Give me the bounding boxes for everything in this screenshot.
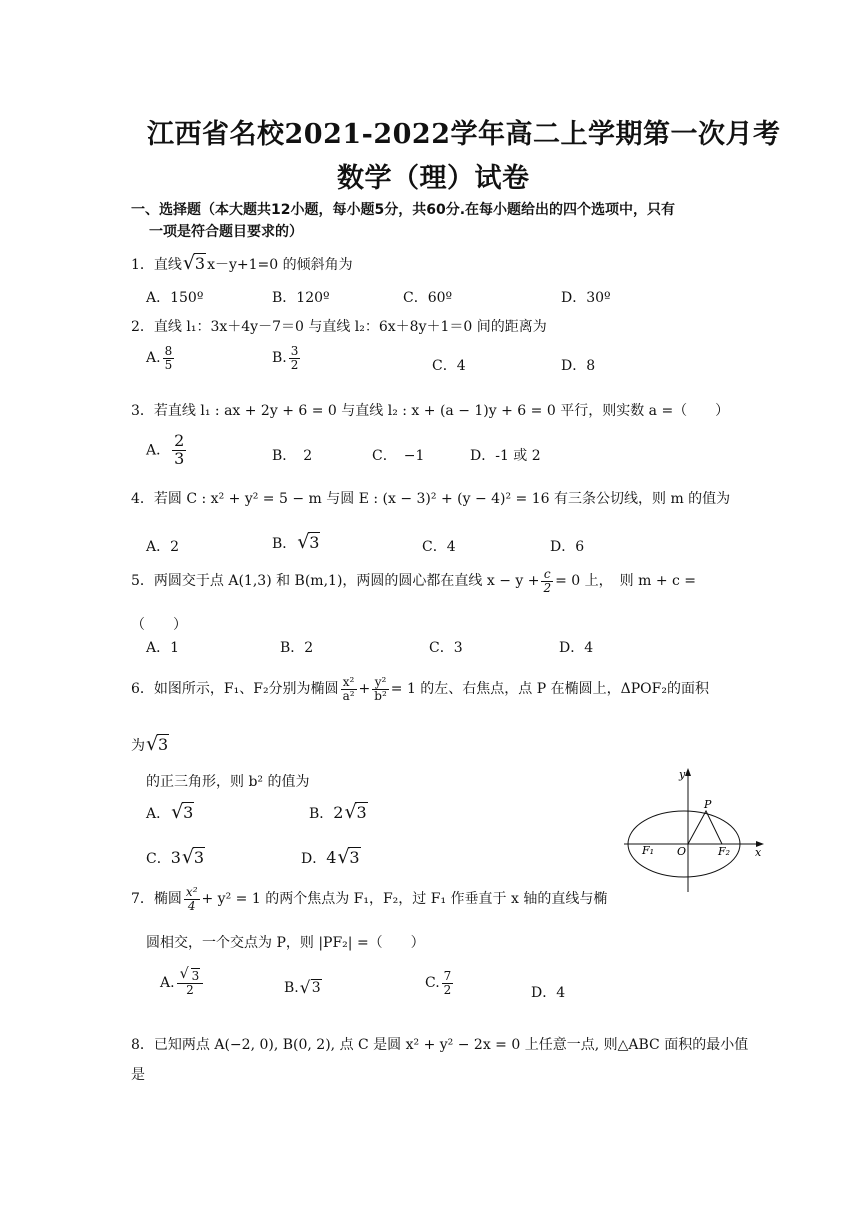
q6-line3: 的正三角形，则 b² 的值为 [146, 774, 310, 790]
ellipse-figure [624, 766, 770, 898]
q1-option-d: D．30º [561, 290, 611, 306]
question-5: 5．两圆交于点 A(1,3) 和 B(m,1)，两圆的圆心都在直线 x − y + $\frac{c}{2}$ = 0 上， 则 m + c = [131, 567, 697, 595]
q5-option-b: B．2 [280, 640, 314, 656]
q1-text: x－y+1=0 的倾斜角为 [207, 257, 353, 273]
q2-option-b: B. $\frac{3}{2}$ [272, 344, 299, 372]
q7-option-b: B.√ 3 [284, 980, 323, 996]
q6-option-b: B．2√ 3 [309, 803, 369, 823]
q7-option-a: A. √ $\frac{3}{2}$ [160, 970, 205, 996]
label-p: P [704, 798, 712, 811]
q3-option-b: B． 2 [272, 448, 313, 464]
q3-option-d: D．-1 或 2 [470, 448, 541, 464]
q7-option-c: C. $\frac{7}{2}$ [425, 969, 452, 997]
q4-option-a: A．2 [146, 539, 180, 555]
label-x: x [755, 846, 762, 859]
q5-option-c: C．3 [429, 640, 463, 656]
q3-option-a: A． $\frac{2}{3}$ [146, 431, 185, 468]
q3-option-c: C． −1 [372, 448, 425, 464]
y-axis-arrow [685, 768, 691, 776]
q1-prefix: 1．直线 [131, 257, 182, 273]
question-3: 3．若直线 l₁ : ax + 2y + 6 = 0 与直线 l₂ : x + (a − 1)y + 6 = 0 平行，则实数 a =（ ） [131, 403, 730, 419]
page-title: 江西省名校2021-2022学年高二上学期第一次月考 [147, 119, 781, 150]
question-7: 7．椭圆 $\frac{\text{x²}}{4}$ + y² = 1 的两个焦点为 F₁，F₂，过 F₁ 作垂直于 x 轴的直线与椭 [131, 885, 608, 913]
q4-option-d: D．6 [550, 539, 585, 555]
label-o: O [677, 845, 687, 858]
q2-option-d: D．8 [561, 358, 596, 374]
question-1 [131, 254, 353, 274]
label-f2: F₂ [718, 845, 731, 858]
question-2: 2．直线 l₁：3x＋4y－7＝0 与直线 l₂：6x＋8y＋1＝0 间的距离为 [131, 319, 547, 335]
q1-option-b: B．120º [272, 290, 330, 306]
section-header: 一、选择题（本大题共12小题，每小题5分，共60分.在每小题给出的四个选项中，只有 [131, 202, 676, 218]
page-subtitle: 数学（理）试卷 [337, 163, 530, 194]
q6-line2: 为√ 3 [131, 735, 170, 755]
label-f1: F₁ [642, 844, 655, 857]
question-8: 8．已知两点 A(−2, 0), B(0, 2), 点 C 是圆 x² + y² − 2x = 0 上任意一点, 则△ABC 面积的最小值 [131, 1037, 749, 1053]
q5-option-d: D．4 [559, 640, 594, 656]
q6-option-d: D．4√ 3 [301, 848, 362, 868]
q1-option-c: C．60º [403, 290, 453, 306]
q8-line2: 是 [131, 1067, 145, 1083]
q7-option-d: D．4 [531, 985, 566, 1001]
q5-option-a: A．1 [146, 640, 180, 656]
triangle-pof2 [688, 811, 722, 844]
q1-option-a: A．150º [146, 290, 204, 306]
label-y: y [679, 768, 686, 781]
q6-option-c: C．3√ 3 [146, 848, 206, 868]
question-4: 4．若圆 C : x² + y² = 5 − m 与圆 E : (x − 3)² + (y − 4)² = 16 有三条公切线，则 m 的值为 [131, 491, 731, 507]
q1-sqrt: √ 3 [183, 254, 206, 273]
q2-option-a: A. $\frac{8}{5}$ [146, 344, 173, 372]
q4-option-b: B．√ 3 [272, 533, 321, 553]
question-6: 6．如图所示，F₁、F₂分别为椭圆 $\frac{\text{x²}}{\text{a²}}$ + $\frac{\text{y²}}{\text{b²}}$ = 1 的左、右焦点，点 P 在椭圆上，ΔPOF₂的面积 [131, 675, 709, 703]
q4-option-c: C．4 [422, 539, 456, 555]
q7-line2: 圆相交，一个交点为 P，则 |PF₂| =（ ） [146, 935, 425, 951]
section-header-cont: 一项是符合题目要求的） [149, 224, 303, 240]
q2-option-c: C．4 [432, 358, 466, 374]
q5-paren: （ ） [131, 617, 187, 633]
q6-option-a: A．√ 3 [146, 803, 195, 823]
